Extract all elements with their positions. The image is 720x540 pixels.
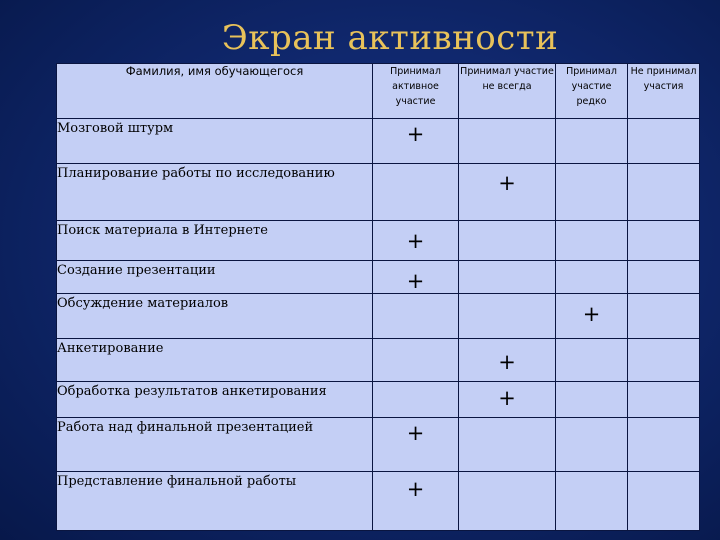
mark-cell	[459, 418, 556, 472]
row-label: Представление финальной работы	[57, 472, 373, 531]
mark-cell	[459, 221, 556, 261]
table-row	[57, 164, 700, 221]
mark-cell: +	[459, 164, 556, 221]
row-label: Создание презентации	[57, 261, 373, 294]
mark-cell	[556, 339, 628, 382]
table-row	[57, 382, 700, 418]
mark-cell: +	[373, 119, 459, 164]
name-column-header: Фамилия, имя обучающегося	[57, 64, 373, 119]
table-row	[57, 339, 700, 382]
column-header-active: Принимал активное участие	[373, 64, 459, 119]
mark-cell: +	[459, 382, 556, 418]
mark-cell	[628, 119, 700, 164]
mark-cell	[556, 472, 628, 531]
row-label: Обработка результатов анкетирования	[57, 382, 373, 418]
row-label: Мозговой штурм	[57, 119, 373, 164]
mark-cell	[556, 119, 628, 164]
table-row	[57, 119, 700, 164]
mark-cell	[373, 294, 459, 339]
mark-cell	[628, 294, 700, 339]
row-label: Анкетирование	[57, 339, 373, 382]
mark-cell	[459, 472, 556, 531]
mark-cell	[556, 418, 628, 472]
mark-cell	[628, 164, 700, 221]
table-row	[57, 221, 700, 261]
table-row	[57, 472, 700, 531]
mark-cell: +	[373, 472, 459, 531]
column-header-none: Не принимал участия	[628, 64, 700, 119]
mark-cell	[556, 382, 628, 418]
activity-table	[56, 63, 700, 531]
row-label: Работа над финальной презентацией	[57, 418, 373, 472]
mark-cell: +	[373, 221, 459, 261]
mark-cell	[373, 164, 459, 221]
mark-cell: +	[459, 339, 556, 382]
column-header-not-always: Принимал участие не всегда	[459, 64, 556, 119]
mark-cell: +	[556, 294, 628, 339]
page-title: Экран активности	[221, 18, 559, 58]
mark-cell	[459, 261, 556, 294]
row-label: Планирование работы по исследованию	[57, 164, 373, 221]
mark-cell	[556, 221, 628, 261]
column-header-rarely: Принимал участие редко	[556, 64, 628, 119]
table-row	[57, 294, 700, 339]
mark-cell	[556, 164, 628, 221]
mark-cell	[628, 472, 700, 531]
mark-cell	[556, 261, 628, 294]
mark-cell: +	[373, 261, 459, 294]
mark-cell	[628, 418, 700, 472]
mark-cell	[373, 339, 459, 382]
mark-cell	[628, 339, 700, 382]
mark-cell	[628, 261, 700, 294]
row-label: Обсуждение материалов	[57, 294, 373, 339]
table-row	[57, 418, 700, 472]
mark-cell	[628, 382, 700, 418]
table-row	[57, 261, 700, 294]
mark-cell: +	[373, 418, 459, 472]
mark-cell	[628, 221, 700, 261]
mark-cell	[459, 294, 556, 339]
header-row	[57, 64, 700, 119]
mark-cell	[459, 119, 556, 164]
row-label: Поиск материала в Интернете	[57, 221, 373, 261]
mark-cell	[373, 382, 459, 418]
